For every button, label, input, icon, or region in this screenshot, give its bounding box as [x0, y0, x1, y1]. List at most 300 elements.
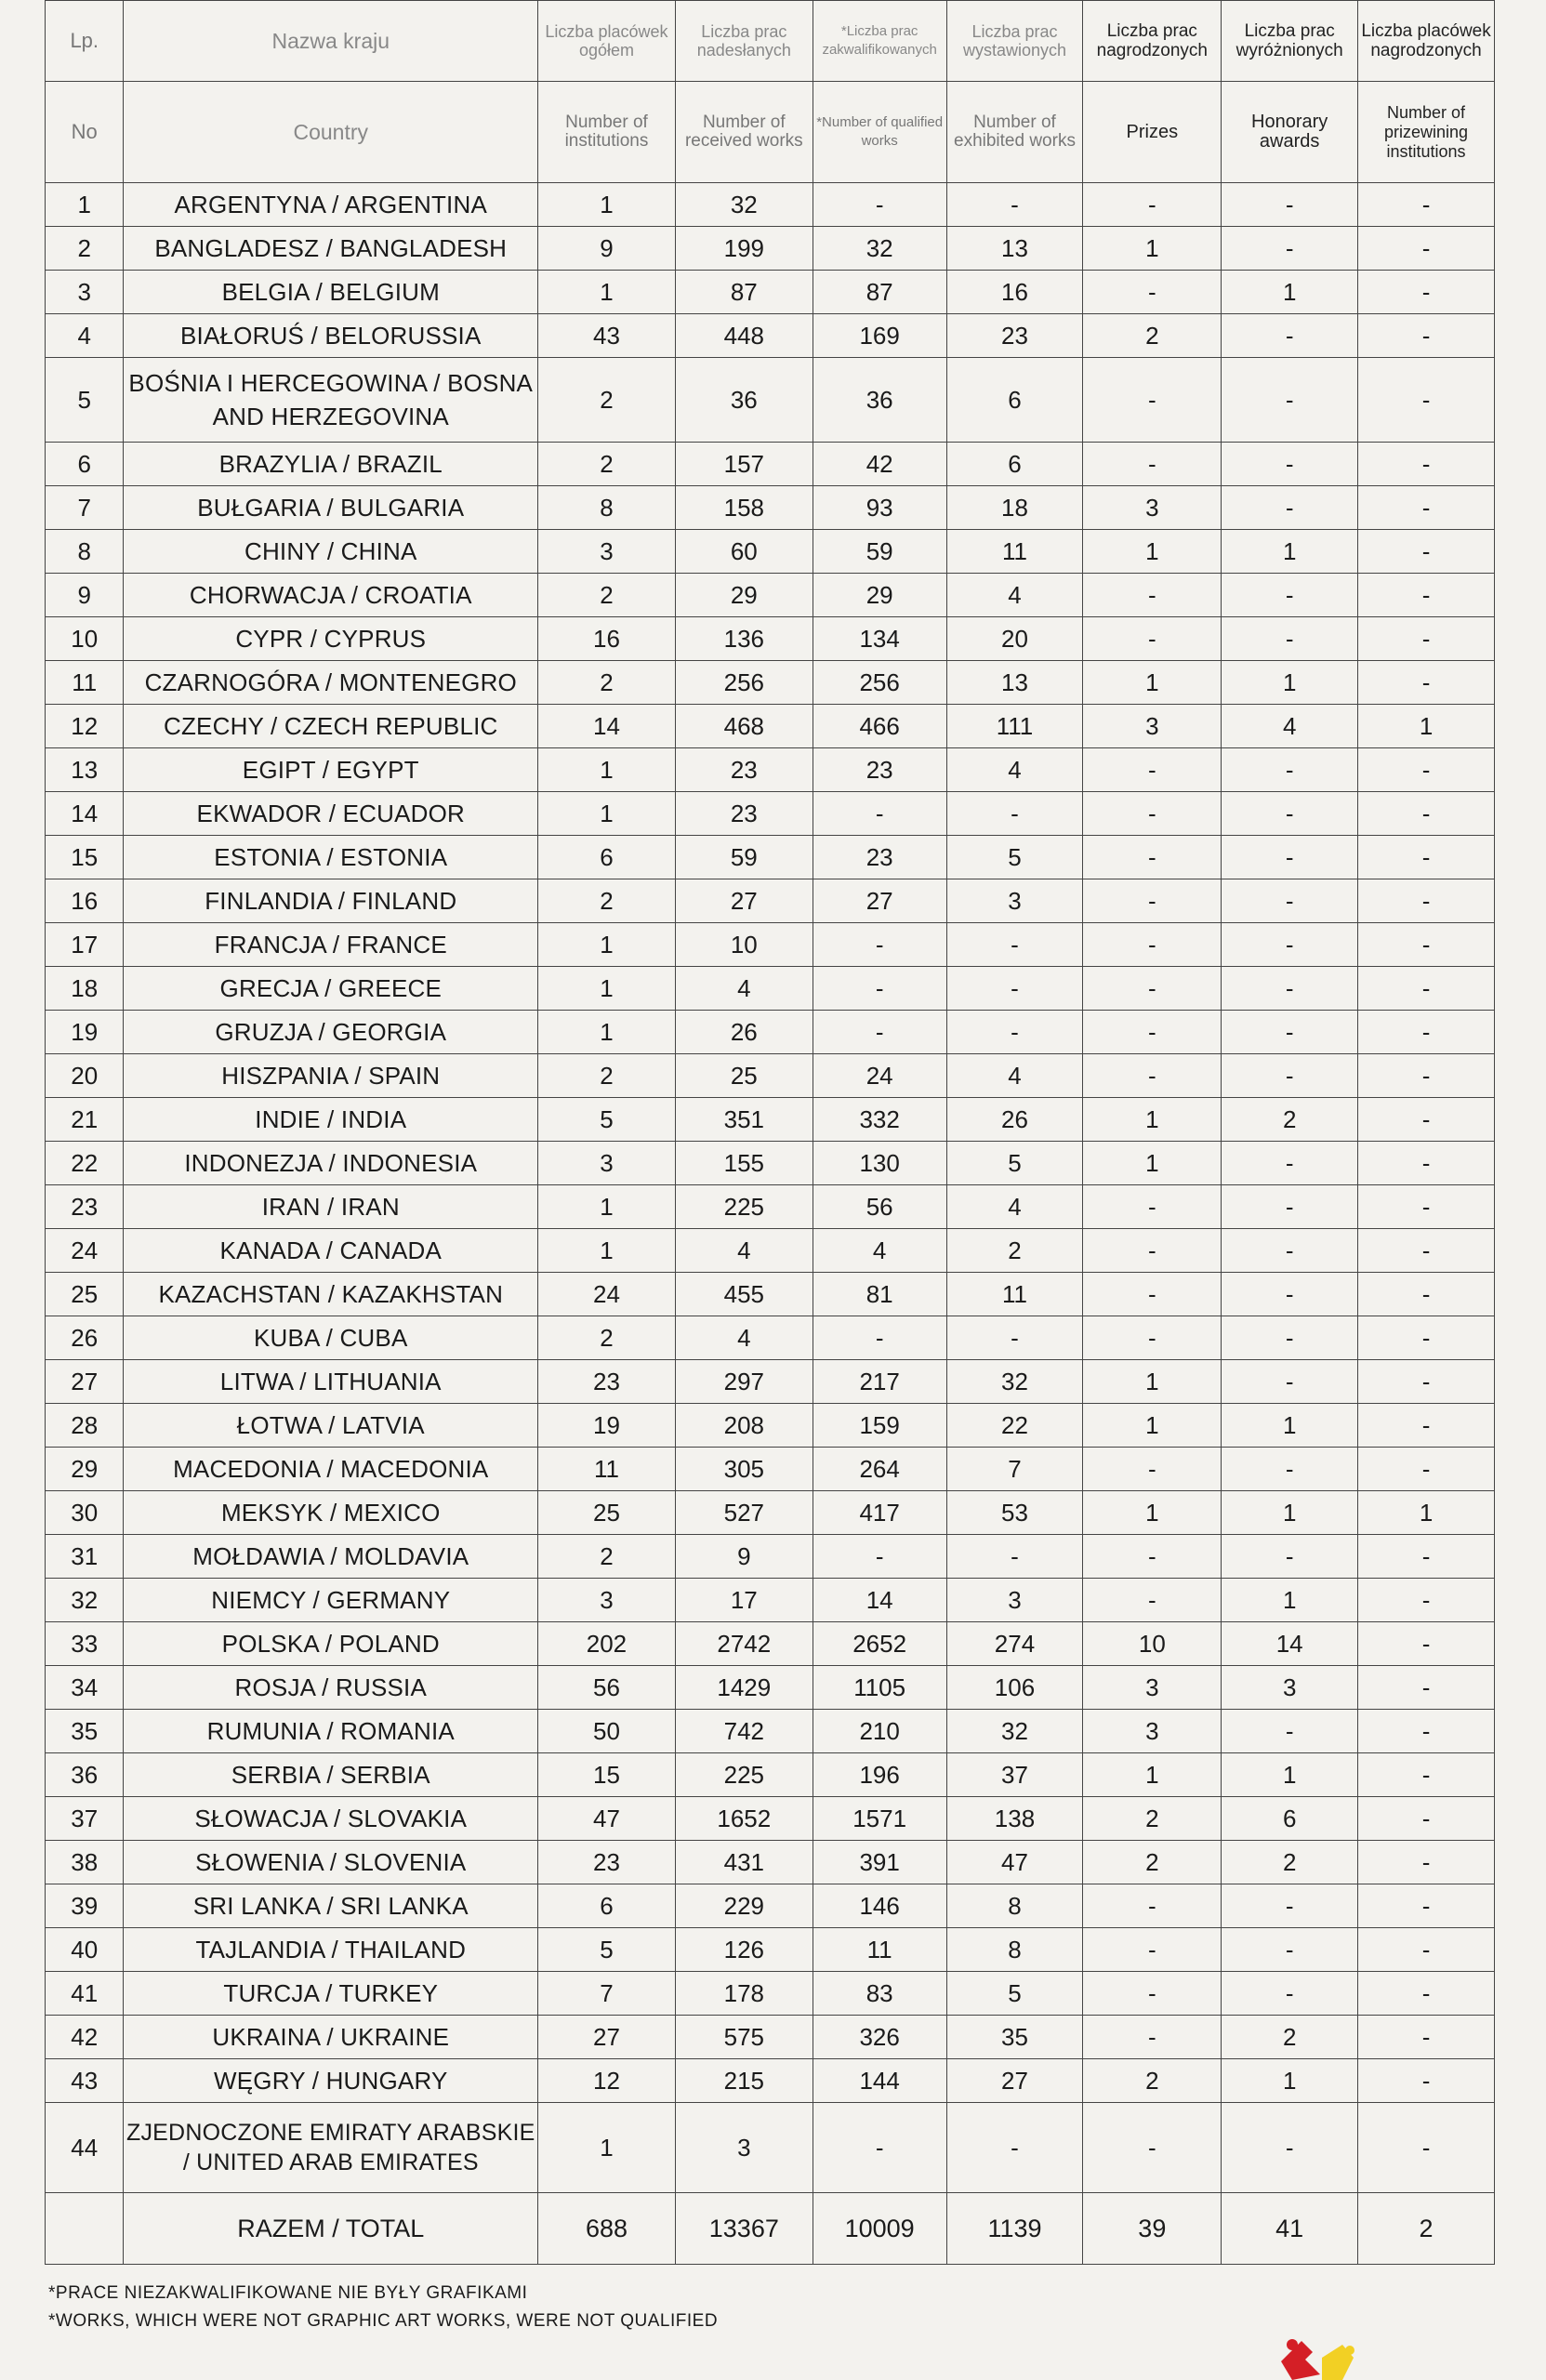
- cell-qualified: 59: [813, 530, 946, 574]
- table-row: [46, 1098, 1495, 1142]
- cell-received: 575: [675, 2016, 813, 2059]
- cell-received: 26: [675, 1011, 813, 1054]
- cell-qualified: 32: [813, 227, 946, 271]
- cell-institutions: 47: [538, 1797, 676, 1841]
- cell-exhibited: 13: [946, 661, 1083, 705]
- cell-honorary: -: [1222, 183, 1358, 227]
- cell-qualified: -: [813, 2103, 946, 2193]
- header-row-english: [46, 82, 1495, 183]
- cell-institutions: 2: [538, 1535, 676, 1579]
- row-number: 12: [46, 705, 124, 748]
- cell-qualified: 42: [813, 443, 946, 486]
- country-name: KANADA / CANADA: [124, 1229, 538, 1273]
- country-name: MEKSYK / MEXICO: [124, 1491, 538, 1535]
- table-row: [46, 1579, 1495, 1622]
- cell-qualified: 169: [813, 314, 946, 358]
- row-number: 7: [46, 486, 124, 530]
- cell-prizewinning: -: [1358, 1054, 1495, 1098]
- cell-honorary: -: [1222, 1054, 1358, 1098]
- cell-qualified: 4: [813, 1229, 946, 1273]
- cell-prizes: 1: [1083, 1753, 1222, 1797]
- cell-honorary: -: [1222, 879, 1358, 923]
- cell-prizewinning: -: [1358, 2103, 1495, 2193]
- country-name: INDIE / INDIA: [124, 1098, 538, 1142]
- row-number: 28: [46, 1404, 124, 1448]
- cell-prizes: -: [1083, 1448, 1222, 1491]
- cell-institutions: 202: [538, 1622, 676, 1666]
- cell-qualified: 326: [813, 2016, 946, 2059]
- row-number: 32: [46, 1579, 124, 1622]
- header-row-polish: [46, 1, 1495, 82]
- total-prizewinning: 2: [1358, 2193, 1495, 2265]
- table-row: [46, 1448, 1495, 1491]
- cell-prizes: -: [1083, 183, 1222, 227]
- cell-prizes: 2: [1083, 1841, 1222, 1884]
- table-row: [46, 530, 1495, 574]
- cell-received: 136: [675, 617, 813, 661]
- cell-prizes: 3: [1083, 486, 1222, 530]
- cell-qualified: -: [813, 1011, 946, 1054]
- cell-qualified: 332: [813, 1098, 946, 1142]
- country-name: CZECHY / CZECH REPUBLIC: [124, 705, 538, 748]
- cell-prizes: -: [1083, 879, 1222, 923]
- cell-received: 126: [675, 1928, 813, 1972]
- row-number: 16: [46, 879, 124, 923]
- cell-exhibited: -: [946, 183, 1083, 227]
- cell-prizes: 2: [1083, 314, 1222, 358]
- cell-honorary: -: [1222, 1884, 1358, 1928]
- table-row: [46, 967, 1495, 1011]
- cell-qualified: 466: [813, 705, 946, 748]
- cell-institutions: 2: [538, 1316, 676, 1360]
- cell-received: 1429: [675, 1666, 813, 1710]
- country-name: MACEDONIA / MACEDONIA: [124, 1448, 538, 1491]
- header-lp: Lp.: [46, 1, 124, 82]
- row-number: 8: [46, 530, 124, 574]
- row-number: 22: [46, 1142, 124, 1185]
- cell-prizewinning: -: [1358, 617, 1495, 661]
- cell-prizes: 2: [1083, 2059, 1222, 2103]
- cell-prizes: 1: [1083, 1491, 1222, 1535]
- row-number: 3: [46, 271, 124, 314]
- cell-exhibited: 23: [946, 314, 1083, 358]
- cell-received: 742: [675, 1710, 813, 1753]
- cell-received: 9: [675, 1535, 813, 1579]
- cell-institutions: 2: [538, 879, 676, 923]
- table-row: [46, 1491, 1495, 1535]
- country-name: TAJLANDIA / THAILAND: [124, 1928, 538, 1972]
- cell-honorary: -: [1222, 1142, 1358, 1185]
- cell-received: 32: [675, 183, 813, 227]
- row-number: 13: [46, 748, 124, 792]
- header-exhibited-pl: Liczba prac wystawionych: [946, 1, 1083, 82]
- cell-qualified: 27: [813, 879, 946, 923]
- row-number: 31: [46, 1535, 124, 1579]
- cell-prizewinning: -: [1358, 1622, 1495, 1666]
- cell-received: 155: [675, 1142, 813, 1185]
- cell-honorary: 1: [1222, 271, 1358, 314]
- cell-exhibited: 5: [946, 1972, 1083, 2016]
- header-country-pl: Nazwa kraju: [124, 1, 538, 82]
- cell-institutions: 2: [538, 358, 676, 443]
- country-name: BELGIA / BELGIUM: [124, 271, 538, 314]
- cell-institutions: 8: [538, 486, 676, 530]
- country-name: SŁOWACJA / SLOVAKIA: [124, 1797, 538, 1841]
- row-number: 27: [46, 1360, 124, 1404]
- cell-received: 23: [675, 792, 813, 836]
- cell-prizewinning: -: [1358, 748, 1495, 792]
- cell-exhibited: 13: [946, 227, 1083, 271]
- cell-institutions: 14: [538, 705, 676, 748]
- cell-exhibited: -: [946, 2103, 1083, 2193]
- table-row: [46, 486, 1495, 530]
- cell-honorary: -: [1222, 486, 1358, 530]
- header-received-en: Number of received works: [675, 82, 813, 183]
- table-row: [46, 1666, 1495, 1710]
- total-row: [46, 2193, 1495, 2265]
- cell-qualified: 134: [813, 617, 946, 661]
- table-row: [46, 661, 1495, 705]
- cell-prizes: -: [1083, 1229, 1222, 1273]
- cell-honorary: 1: [1222, 1491, 1358, 1535]
- cell-received: 468: [675, 705, 813, 748]
- cell-prizes: -: [1083, 443, 1222, 486]
- cell-exhibited: 8: [946, 1884, 1083, 1928]
- cell-prizewinning: -: [1358, 1011, 1495, 1054]
- cell-received: 2742: [675, 1622, 813, 1666]
- cell-qualified: 2652: [813, 1622, 946, 1666]
- header-qualified-en: *Number of qualified works: [813, 82, 946, 183]
- row-number: 14: [46, 792, 124, 836]
- cell-qualified: 81: [813, 1273, 946, 1316]
- cell-honorary: -: [1222, 2103, 1358, 2193]
- cell-exhibited: -: [946, 1535, 1083, 1579]
- table-row: [46, 1710, 1495, 1753]
- cell-prizes: 1: [1083, 1142, 1222, 1185]
- cell-prizewinning: -: [1358, 1884, 1495, 1928]
- cell-qualified: 23: [813, 748, 946, 792]
- cell-prizewinning: -: [1358, 1579, 1495, 1622]
- cell-received: 351: [675, 1098, 813, 1142]
- row-number: 43: [46, 2059, 124, 2103]
- cell-exhibited: 3: [946, 1579, 1083, 1622]
- cell-qualified: 83: [813, 1972, 946, 2016]
- cell-prizewinning: -: [1358, 923, 1495, 967]
- cell-exhibited: -: [946, 1011, 1083, 1054]
- cell-qualified: 29: [813, 574, 946, 617]
- cell-exhibited: 5: [946, 836, 1083, 879]
- cell-honorary: -: [1222, 1448, 1358, 1491]
- cell-prizewinning: -: [1358, 1448, 1495, 1491]
- cell-qualified: -: [813, 1535, 946, 1579]
- cell-institutions: 1: [538, 1229, 676, 1273]
- cell-received: 17: [675, 1579, 813, 1622]
- cell-honorary: 2: [1222, 1098, 1358, 1142]
- cell-prizewinning: -: [1358, 967, 1495, 1011]
- table-row: [46, 227, 1495, 271]
- country-name: KAZACHSTAN / KAZAKHSTAN: [124, 1273, 538, 1316]
- cell-honorary: -: [1222, 923, 1358, 967]
- cell-exhibited: 106: [946, 1666, 1083, 1710]
- table-row: [46, 879, 1495, 923]
- cell-prizes: -: [1083, 1928, 1222, 1972]
- cell-institutions: 1: [538, 792, 676, 836]
- cell-received: 215: [675, 2059, 813, 2103]
- cell-institutions: 2: [538, 443, 676, 486]
- cell-qualified: 14: [813, 1579, 946, 1622]
- cell-received: 25: [675, 1054, 813, 1098]
- total-prizes: 39: [1083, 2193, 1222, 2265]
- cell-prizewinning: -: [1358, 1841, 1495, 1884]
- cell-exhibited: 7: [946, 1448, 1083, 1491]
- cell-prizewinning: -: [1358, 183, 1495, 227]
- cell-institutions: 23: [538, 1360, 676, 1404]
- table-row: [46, 1841, 1495, 1884]
- cell-prizewinning: -: [1358, 1404, 1495, 1448]
- header-received-pl: Liczba prac nadesłanych: [675, 1, 813, 82]
- cell-honorary: 2: [1222, 1841, 1358, 1884]
- cell-honorary: 14: [1222, 1622, 1358, 1666]
- cell-received: 4: [675, 1229, 813, 1273]
- table-row: [46, 314, 1495, 358]
- cell-prizewinning: -: [1358, 661, 1495, 705]
- cell-prizes: -: [1083, 1579, 1222, 1622]
- row-number: 18: [46, 967, 124, 1011]
- cell-honorary: -: [1222, 314, 1358, 358]
- cell-institutions: 6: [538, 1884, 676, 1928]
- cell-institutions: 1: [538, 748, 676, 792]
- cell-received: 527: [675, 1491, 813, 1535]
- cell-prizes: -: [1083, 1185, 1222, 1229]
- total-honorary: 41: [1222, 2193, 1358, 2265]
- cell-prizewinning: -: [1358, 358, 1495, 443]
- footnote-english: *WORKS, WHICH WERE NOT GRAPHIC ART WORKS, WERE NOT QUALIFIED: [48, 2311, 719, 2331]
- cell-received: 29: [675, 574, 813, 617]
- country-name: KUBA / CUBA: [124, 1316, 538, 1360]
- row-number: 36: [46, 1753, 124, 1797]
- cell-institutions: 2: [538, 1054, 676, 1098]
- country-name: WĘGRY / HUNGARY: [124, 2059, 538, 2103]
- cell-prizewinning: -: [1358, 1273, 1495, 1316]
- table-row: [46, 705, 1495, 748]
- cell-honorary: -: [1222, 1273, 1358, 1316]
- cell-honorary: -: [1222, 1185, 1358, 1229]
- table-row: [46, 1185, 1495, 1229]
- cell-qualified: 210: [813, 1710, 946, 1753]
- country-name: SERBIA / SERBIA: [124, 1753, 538, 1797]
- cell-honorary: -: [1222, 1535, 1358, 1579]
- cell-prizewinning: -: [1358, 1972, 1495, 2016]
- cell-received: 157: [675, 443, 813, 486]
- cell-qualified: 264: [813, 1448, 946, 1491]
- cell-prizes: -: [1083, 836, 1222, 879]
- cell-qualified: 256: [813, 661, 946, 705]
- table-row: [46, 792, 1495, 836]
- country-name: FRANCJA / FRANCE: [124, 923, 538, 967]
- country-name: BOŚNIA I HERCEGOWINA / BOSNA AND HERZEGOVINA: [124, 358, 538, 443]
- cell-prizewinning: -: [1358, 1142, 1495, 1185]
- cell-prizes: 3: [1083, 705, 1222, 748]
- cell-institutions: 1: [538, 967, 676, 1011]
- cell-exhibited: 22: [946, 1404, 1083, 1448]
- cell-prizewinning: -: [1358, 879, 1495, 923]
- cell-honorary: -: [1222, 443, 1358, 486]
- country-name: LITWA / LITHUANIA: [124, 1360, 538, 1404]
- cell-qualified: -: [813, 1316, 946, 1360]
- row-number: 2: [46, 227, 124, 271]
- row-number: 40: [46, 1928, 124, 1972]
- cell-exhibited: 3: [946, 879, 1083, 923]
- cell-institutions: 25: [538, 1491, 676, 1535]
- row-number: 1: [46, 183, 124, 227]
- cell-exhibited: 32: [946, 1360, 1083, 1404]
- cell-exhibited: 5: [946, 1142, 1083, 1185]
- cell-received: 1652: [675, 1797, 813, 1841]
- cell-institutions: 56: [538, 1666, 676, 1710]
- cell-received: 178: [675, 1972, 813, 2016]
- country-name: HISZPANIA / SPAIN: [124, 1054, 538, 1098]
- table-row: [46, 2103, 1495, 2193]
- cell-prizewinning: -: [1358, 1666, 1495, 1710]
- row-number: 19: [46, 1011, 124, 1054]
- table-body: [46, 183, 1495, 2193]
- row-number: 42: [46, 2016, 124, 2059]
- cell-prizewinning: -: [1358, 530, 1495, 574]
- publisher-logo-icon: [1264, 2324, 1394, 2380]
- country-name: CHINY / CHINA: [124, 530, 538, 574]
- cell-exhibited: 8: [946, 1928, 1083, 1972]
- header-institutions-en: Number of institutions: [538, 82, 676, 183]
- row-number: 41: [46, 1972, 124, 2016]
- cell-prizes: 2: [1083, 1797, 1222, 1841]
- cell-received: 4: [675, 967, 813, 1011]
- cell-honorary: 1: [1222, 2059, 1358, 2103]
- table-row: [46, 1229, 1495, 1273]
- cell-honorary: 1: [1222, 530, 1358, 574]
- footnotes: [48, 2280, 718, 2335]
- cell-prizes: 3: [1083, 1666, 1222, 1710]
- country-name: ŁOTWA / LATVIA: [124, 1404, 538, 1448]
- table-row: [46, 358, 1495, 443]
- footnote-polish: *PRACE NIEZAKWALIFIKOWANE NIE BYŁY GRAFIKAMI: [48, 2283, 528, 2303]
- country-name: ZJEDNOCZONE EMIRATY ARABSKIE / UNITED ARAB EMIRATES: [124, 2103, 538, 2193]
- cell-prizewinning: -: [1358, 1185, 1495, 1229]
- cell-prizewinning: -: [1358, 1535, 1495, 1579]
- row-number: 17: [46, 923, 124, 967]
- total-qualified: 10009: [813, 2193, 946, 2265]
- total-received: 13367: [675, 2193, 813, 2265]
- country-statistics-table: [45, 0, 1495, 2265]
- header-country-en: Country: [124, 82, 538, 183]
- country-name: GRUZJA / GEORGIA: [124, 1011, 538, 1054]
- cell-qualified: -: [813, 923, 946, 967]
- cell-institutions: 43: [538, 314, 676, 358]
- cell-institutions: 3: [538, 1579, 676, 1622]
- cell-institutions: 12: [538, 2059, 676, 2103]
- row-number: 39: [46, 1884, 124, 1928]
- table-row: [46, 1011, 1495, 1054]
- statistics-sheet: [45, 0, 1495, 2265]
- table-row: [46, 1797, 1495, 1841]
- row-number: 34: [46, 1666, 124, 1710]
- cell-qualified: -: [813, 183, 946, 227]
- table-row: [46, 1273, 1495, 1316]
- cell-prizewinning: -: [1358, 574, 1495, 617]
- row-number: 4: [46, 314, 124, 358]
- header-prizewinning-pl: Liczba placówek nagrodzonych: [1358, 1, 1495, 82]
- cell-exhibited: -: [946, 923, 1083, 967]
- cell-exhibited: 4: [946, 748, 1083, 792]
- cell-honorary: -: [1222, 792, 1358, 836]
- cell-institutions: 1: [538, 1185, 676, 1229]
- cell-honorary: -: [1222, 1316, 1358, 1360]
- country-name: POLSKA / POLAND: [124, 1622, 538, 1666]
- cell-exhibited: 274: [946, 1622, 1083, 1666]
- cell-prizewinning: -: [1358, 1316, 1495, 1360]
- row-number: 11: [46, 661, 124, 705]
- cell-prizewinning: 1: [1358, 705, 1495, 748]
- cell-received: 256: [675, 661, 813, 705]
- cell-honorary: -: [1222, 574, 1358, 617]
- header-honorary-pl: Liczba prac wyróżnionych: [1222, 1, 1358, 82]
- cell-institutions: 1: [538, 271, 676, 314]
- cell-prizes: -: [1083, 1884, 1222, 1928]
- total-exhibited: 1139: [946, 2193, 1083, 2265]
- row-number: 20: [46, 1054, 124, 1098]
- country-name: TURCJA / TURKEY: [124, 1972, 538, 2016]
- total-label: RAZEM / TOTAL: [124, 2193, 538, 2265]
- cell-qualified: 146: [813, 1884, 946, 1928]
- cell-institutions: 2: [538, 661, 676, 705]
- cell-institutions: 23: [538, 1841, 676, 1884]
- cell-received: 10: [675, 923, 813, 967]
- cell-institutions: 16: [538, 617, 676, 661]
- cell-exhibited: 27: [946, 2059, 1083, 2103]
- country-name: MOŁDAWIA / MOLDAVIA: [124, 1535, 538, 1579]
- cell-institutions: 24: [538, 1273, 676, 1316]
- cell-prizes: -: [1083, 2016, 1222, 2059]
- cell-institutions: 1: [538, 2103, 676, 2193]
- cell-prizes: -: [1083, 1011, 1222, 1054]
- cell-honorary: -: [1222, 1011, 1358, 1054]
- cell-prizes: -: [1083, 923, 1222, 967]
- header-institutions-pl: Liczba placówek ogółem: [538, 1, 676, 82]
- cell-prizes: -: [1083, 358, 1222, 443]
- cell-prizes: -: [1083, 1535, 1222, 1579]
- cell-received: 27: [675, 879, 813, 923]
- cell-honorary: -: [1222, 617, 1358, 661]
- row-number: 6: [46, 443, 124, 486]
- country-name: ROSJA / RUSSIA: [124, 1666, 538, 1710]
- cell-qualified: 87: [813, 271, 946, 314]
- cell-received: 199: [675, 227, 813, 271]
- cell-qualified: -: [813, 792, 946, 836]
- cell-institutions: 5: [538, 1928, 676, 1972]
- country-name: EKWADOR / ECUADOR: [124, 792, 538, 836]
- row-number: 15: [46, 836, 124, 879]
- cell-institutions: 19: [538, 1404, 676, 1448]
- cell-received: 305: [675, 1448, 813, 1491]
- cell-honorary: 6: [1222, 1797, 1358, 1841]
- table-row: [46, 1884, 1495, 1928]
- cell-prizewinning: -: [1358, 1229, 1495, 1273]
- cell-prizewinning: -: [1358, 836, 1495, 879]
- cell-honorary: -: [1222, 1710, 1358, 1753]
- country-name: BUŁGARIA / BULGARIA: [124, 486, 538, 530]
- cell-prizes: 1: [1083, 1360, 1222, 1404]
- row-number: 29: [46, 1448, 124, 1491]
- cell-honorary: 2: [1222, 2016, 1358, 2059]
